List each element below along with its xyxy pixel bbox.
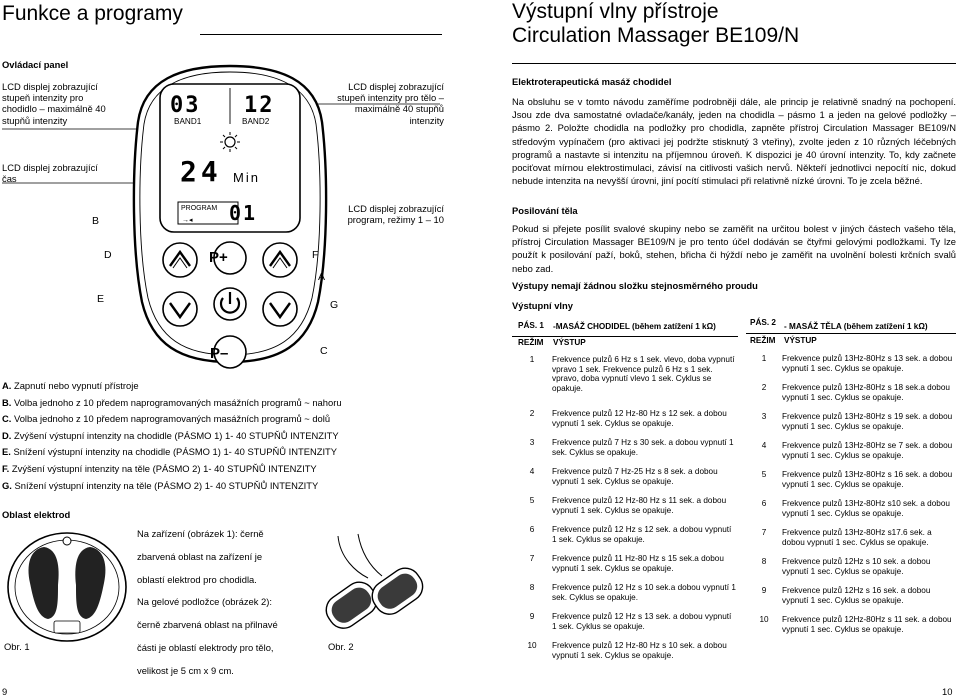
- table-row: 2 Frekvence pulzů 12 Hz-80 Hz s 12 sek. a dobou vypnutí 1 sek. Cyklus se opakuje.: [529, 409, 727, 428]
- table-row: 4 Frekvence pulzů 7 Hz-25 Hz s 8 sek. a dobou vypnutí 1 sek. Cyklus se opakuje.: [529, 467, 718, 486]
- time-unit: Min: [233, 170, 260, 185]
- band2-value: 12: [244, 93, 275, 118]
- table1-pas: PÁS. 1: [518, 321, 544, 330]
- table-row: 1 Frekvence pulzů 13Hz-80Hz s 13 sek. a dobou vypnutí 1 sec. Cyklus se opakuje.: [761, 354, 953, 373]
- legend-item-f: F. Zvýšení výstupní intenzity na těle (PÁSMO 2) 1- 40 STUPŇŮ INTENZITY: [2, 462, 317, 474]
- page-number-left: 9: [2, 686, 8, 697]
- table2-col-output: VÝSTUP: [784, 336, 817, 345]
- band1-label: BAND1: [174, 117, 202, 126]
- table-row: 1 Frekvence pulzů 6 Hz s 1 sek. vlevo, doba vypnutí vpravo 1 sek. Frekvence pulzů 6 Hz s 1 sek. vpravo, doba vypnutí vlevo 1 sek. Cyklus se opakuje.: [529, 355, 735, 393]
- electrode-heading: Oblast elektrod: [2, 509, 71, 520]
- table-row: 5 Frekvence pulzů 13Hz-80Hz s 16 sek. a dobou vypnutí 1 sec. Cyklus se opakuje.: [761, 470, 953, 489]
- program-value: 01: [229, 201, 258, 225]
- caption-intensity-feet: LCD displej zobrazující stupeň intenzity pro chodidlo – maximálně 40 stupňů intenzity: [2, 81, 106, 126]
- p-minus-label: P–: [210, 345, 229, 362]
- legend-item-a: A. Zapnutí nebo vypnutí přístroje: [2, 380, 139, 391]
- button-legend: [2, 378, 342, 494]
- band2-down-button[interactable]: [263, 292, 297, 326]
- legend-item-d: D. Zvýšení výstupní intenzity na chodidle (PÁSMO 1) 1- 40 STUPŇŮ INTENZITY: [2, 429, 339, 441]
- table2-col-mode: REŽIM: [750, 336, 776, 345]
- letter-f: F: [312, 249, 319, 261]
- table-row: 8 Frekvence pulzů 12 Hz s 10 sek.a dobou vypnutí 1 sek. Cyklus se opakuje.: [529, 583, 736, 602]
- program-arrow-icon: →◂: [182, 217, 193, 224]
- time-value: 24: [180, 155, 222, 188]
- table1-waves: [512, 355, 738, 670]
- legend-item-e: E. Snížení výstupní intenzity na chodidle (PÁSMO 1) 1- 40 STUPŇŮ INTENZITY: [2, 446, 338, 458]
- table1-col-output: VÝSTUP: [553, 338, 586, 347]
- letter-a: A: [318, 271, 326, 283]
- table-row: 8 Frekvence pulzů 12Hz s 10 sek. a dobou vypnutí 1 sec. Cyklus se opakuje.: [761, 557, 931, 576]
- table-row: 9 Frekvence pulzů 12Hz s 16 sek. a dobou vypnutí 1 sec. Cyklus se opakuje.: [761, 586, 931, 605]
- table2-header-rule: [746, 333, 956, 334]
- program-label: PROGRAM: [181, 205, 218, 212]
- letter-e: E: [97, 293, 105, 305]
- table-row: 4 Frekvence pulzů 13Hz-80Hz se 7 sek. a dobou vypnutí 1 sec. Cyklus se opakuje.: [761, 441, 953, 460]
- callout-intensity-body: LCD displej zobrazující stupeň intenzity pro tělo – maximálně 40 stupňů intenzity: [337, 81, 444, 126]
- figure-2-label: Obr. 2: [328, 641, 354, 652]
- letter-d: D: [104, 249, 112, 261]
- right-title-rule: [512, 63, 956, 64]
- table-row: 5 Frekvence pulzů 12 Hz-80 Hz s 11 sek. a dobou vypnutí 1 sek. Cyklus se opakuje.: [529, 496, 727, 515]
- band2-label: BAND2: [242, 117, 270, 126]
- band2-up-button[interactable]: [263, 243, 297, 277]
- section-body-heading: Posilování těla: [512, 205, 578, 216]
- figure-1-label: Obr. 1: [4, 641, 30, 652]
- table-row: 3 Frekvence pulzů 7 Hz s 30 sek. a dobou vypnutí 1 sek. Cyklus se opakuje.: [529, 438, 734, 457]
- electrode-description: Na zařízení (obrázek 1): černě zbarvená oblast na zařízení je oblastí elektrod pro chodidla. Na gelové podložce (obrázek 2): černě zbarvená oblast na přilnavé části je oblastí elektrody pro tělo, velikost je 5 cm x 9 cm.: [137, 528, 278, 676]
- table2-pas: PÁS. 2: [750, 318, 776, 327]
- table-row: 2 Frekvence pulzů 13Hz-80Hz s 18 sek.a dobou vypnutí 1 sec. Cyklus se opakuje.: [761, 383, 950, 402]
- p-plus-label: P+: [209, 249, 228, 266]
- band1-value: 03: [170, 93, 201, 118]
- band1-up-button[interactable]: [163, 243, 197, 277]
- right-page-title-line2: Circulation Massager BE109/N: [512, 24, 800, 47]
- table-row: 9 Frekvence pulzů 12 Hz s 13 sek. a dobou vypnutí 1 sek. Cyklus se opakuje.: [529, 612, 732, 631]
- section-foot-heading: Elektroterapeutická masáž chodidel: [512, 76, 672, 87]
- figure-2-gel-pads: [316, 528, 446, 642]
- figure-1-foot-massager: [4, 525, 130, 645]
- callout-program: LCD displej zobrazující program, režimy 1 – 10: [347, 203, 444, 226]
- table-row: 3 Frekvence pulzů 13Hz-80Hz s 19 sek. a dobou vypnutí 1 sec. Cyklus se opakuje.: [761, 412, 953, 431]
- dc-warning: Výstupy nemají žádnou složku stejnosměrného proudu: [512, 280, 758, 291]
- table1-header-rule: [512, 336, 738, 337]
- table-row: 10 Frekvence pulzů 12 Hz-80 Hz s 10 sek. a dobou vypnutí 1 sek. Cyklus se opakuje.: [527, 641, 727, 660]
- table2-title: - MASÁŽ TĚLA (během zatížení 1 kΩ): [784, 322, 928, 331]
- legend-item-c: C. Volba jednoho z 10 předem naprogramovaných masážních programů ~ dolů: [2, 413, 331, 425]
- table-row: 7 Frekvence pulzů 11 Hz-80 Hz s 15 sek.a dobou vypnutí 1 sek. Cyklus se opakuje.: [529, 554, 724, 573]
- letter-b: B: [92, 215, 100, 227]
- power-button[interactable]: [214, 288, 246, 320]
- output-waves-heading: Výstupní vlny: [512, 300, 573, 311]
- table1-col-mode: REŽIM: [518, 338, 544, 347]
- caption-time: LCD displej zobrazující čas: [2, 162, 98, 185]
- table-row: 10 Frekvence pulzů 12Hz-80Hz s 11 sek. a dobou vypnutí 1 sec. Cyklus se opakuje.: [759, 615, 952, 634]
- table-row: 6 Frekvence pulzů 13Hz-80Hz s10 sek. a dobou vypnutí 1 sec. Cyklus se opakuje.: [761, 499, 950, 518]
- band1-down-button[interactable]: [163, 292, 197, 326]
- table2-waves: [746, 354, 956, 644]
- right-page-title-line1: Výstupní vlny přístroje: [512, 0, 719, 23]
- letter-g: G: [330, 299, 339, 311]
- section-body-text: Pokud si přejete posílit svalové skupiny nebo se zaměřit na určitou bolest v jiných částech vašeho těla, přístroj Circulation Massager BE109/N je pro tento účel dodáván se čtyřmi gelovými podložkami. Ty lze použít k posilování paží, boků, stehen, břicha či hýždí nebo je zaměřit na uvolnění bolesti krčních svalů nebo zad.: [512, 223, 956, 274]
- table-row: 7 Frekvence pulzů 13Hz-80Hz s17.6 sek. a dobou vypnutí 1 sec. Cyklus se opakuje.: [761, 528, 932, 547]
- table1-title: -MASÁŽ CHODIDEL (během zatížení 1 kΩ): [553, 322, 716, 331]
- left-page-title: Funkce a programy: [2, 2, 183, 25]
- section-foot-text: Na obsluhu se v tomto návodu zaměříme podrobněji dále, ale princip je relativně snadný na pochopení. Jsou zde dva samostatné ovladače/kanály, jeden na chodidla – pásmo 1 a jeden na gelové podložky – pásmo 2. Položte chodidla na podložky pro chodidla, zapněte přístroj Circulation Massager BE109/N středovým vypínačem (pro aktivaci jej podržte stisknutý 3 vteřiny), zvolte jeden z 10 různých léčebných programů a nastavte si intenzitu na příjemnou úroveň. K dispozici je 40 úrovní intenzity. To, kdy začnete pociťovat mírnou elektrostimulaci, závisí na citlivosti vašich nervů. Někteří jednotlivci nepocítí nic, dokud nebude intenzita na nevyšší úrovni, jiní pocítí stimulaci při relativně nízké úrovni. To je zcela běžné.: [512, 96, 956, 187]
- page-number-right: 10: [942, 686, 953, 697]
- legend-item-b: B. Volba jednoho z 10 předem naprogramovaných masážních programů ~ nahoru: [2, 396, 342, 408]
- legend-item-g: G. Snížení výstupní intenzity na těle (PÁSMO 2) 1- 40 STUPŇŮ INTENZITY: [2, 479, 319, 491]
- table-row: 6 Frekvence pulzů 12 Hz s 12 sek. a dobou vypnutí 1 sek. Cyklus se opakuje.: [529, 525, 732, 544]
- control-panel-heading: Ovládací panel: [2, 59, 69, 70]
- letter-c: C: [320, 345, 328, 357]
